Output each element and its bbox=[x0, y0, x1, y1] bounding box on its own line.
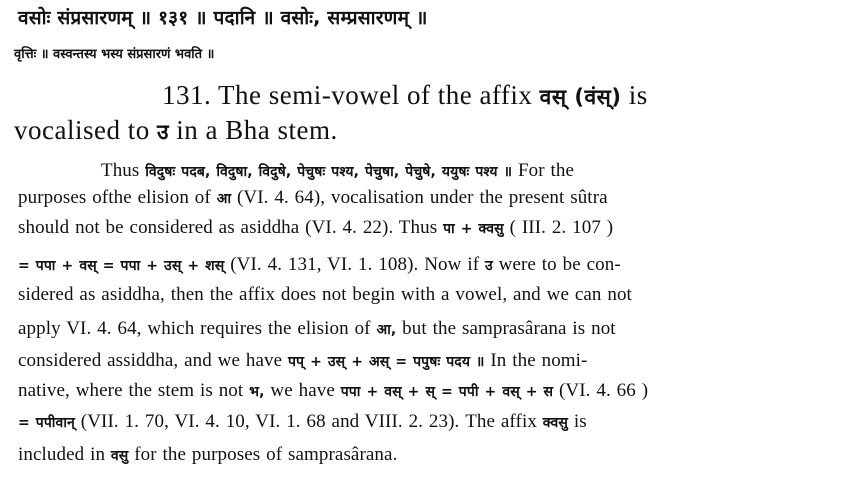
paragraph-devanagari: उ bbox=[484, 258, 493, 274]
vowel-devanagari: उ bbox=[156, 120, 169, 144]
paragraph-line-8 bbox=[18, 380, 648, 402]
paragraph-line-5 bbox=[18, 284, 632, 306]
paragraph-text: purposes ofthe elision of bbox=[18, 187, 211, 208]
paragraph-devanagari: आ, bbox=[376, 322, 397, 338]
paragraph-text: apply VI. 4. 64, which requires the elision of bbox=[18, 318, 371, 339]
paragraph-text: For the bbox=[517, 160, 575, 181]
paragraph-text: considered assiddha, and we have bbox=[18, 350, 283, 371]
paragraph-devanagari: पा + क्वसु bbox=[443, 221, 504, 237]
paragraph-text: we have bbox=[270, 380, 335, 401]
sutra-translation-line-1 bbox=[162, 80, 648, 111]
paragraph-devanagari: क्वसु bbox=[542, 415, 568, 431]
vritti-commentary: वृत्तिः ॥ वस्वन्तस्य भस्य संप्रसारणं भवति ॥ bbox=[14, 47, 215, 62]
paragraph-text: (VI. 4. 66 ) bbox=[558, 380, 649, 401]
paragraph-text: (VI. 4. 64), vocalisation under the present sûtra bbox=[236, 187, 608, 208]
paragraph-text: included in bbox=[18, 444, 106, 465]
paragraph-text: In the nomi- bbox=[490, 350, 588, 371]
affix-devanagari: वस् (वंस्) bbox=[539, 85, 622, 109]
paragraph-devanagari: = पपीवान् bbox=[18, 415, 75, 431]
paragraph-line-6 bbox=[18, 318, 616, 340]
sutra-number: 131. bbox=[162, 80, 212, 110]
paragraph-line-7 bbox=[18, 350, 587, 372]
paragraph-devanagari: आ bbox=[216, 191, 232, 207]
translation-text: is bbox=[628, 80, 648, 110]
paragraph-devanagari: भ, bbox=[249, 384, 265, 400]
paragraph-text: native, where the stem is not bbox=[18, 380, 244, 401]
paragraph-line-2 bbox=[18, 187, 608, 209]
paragraph-line-3 bbox=[18, 217, 613, 239]
paragraph-text: Thus bbox=[101, 160, 140, 181]
paragraph-line-10 bbox=[18, 444, 397, 466]
paragraph-text: were to be con- bbox=[498, 254, 621, 275]
paragraph-text: ( III. 2. 107 ) bbox=[509, 217, 614, 238]
translation-text: The semi-vowel of the affix bbox=[218, 80, 533, 110]
paragraph-text: for the purposes of samprasârana. bbox=[134, 444, 398, 465]
paragraph-text: (VI. 4. 131, VI. 1. 108). Now if bbox=[230, 254, 480, 275]
translation-text: vocalised to bbox=[14, 115, 150, 145]
paragraph-devanagari: पपा + वस् + स् = पपी + वस् + स bbox=[340, 384, 554, 400]
paragraph-text: sidered as asiddha, then the affix does not begin with a vowel, and we can not bbox=[18, 284, 632, 305]
translation-text: in a Bha stem. bbox=[176, 115, 338, 145]
paragraph-devanagari: वसु bbox=[110, 448, 129, 464]
paragraph-text: should not be considered as asiddha (VI. 4. 22). Thus bbox=[18, 217, 438, 238]
paragraph-devanagari: विदुषः पदब, विदुषा, विदुषे, पेचुषः पश्य, पेचुषा, पेचुषे, ययुषः पश्य ॥ bbox=[145, 164, 513, 180]
paragraph-text: but the samprasârana is not bbox=[402, 318, 616, 339]
sutra-heading: वसोः संप्रसारणम् ॥ १३१ ॥ पदानि ॥ वसोः, सम्प्रसारणम् ॥ bbox=[18, 7, 428, 29]
paragraph-text: is bbox=[573, 411, 587, 432]
paragraph-text: (VII. 1. 70, VI. 4. 10, VI. 1. 68 and VIII. 2. 23). The affix bbox=[80, 411, 537, 432]
paragraph-devanagari: पप् + उस् + अस् = पपुषः पदय ॥ bbox=[288, 354, 485, 370]
paragraph-line-1 bbox=[101, 160, 574, 182]
paragraph-line-4 bbox=[18, 254, 621, 276]
paragraph-line-9 bbox=[18, 411, 587, 433]
sutra-translation-line-2 bbox=[14, 115, 338, 146]
paragraph-devanagari: = पपा + वस् = पपा + उस् + शस् bbox=[18, 258, 225, 274]
